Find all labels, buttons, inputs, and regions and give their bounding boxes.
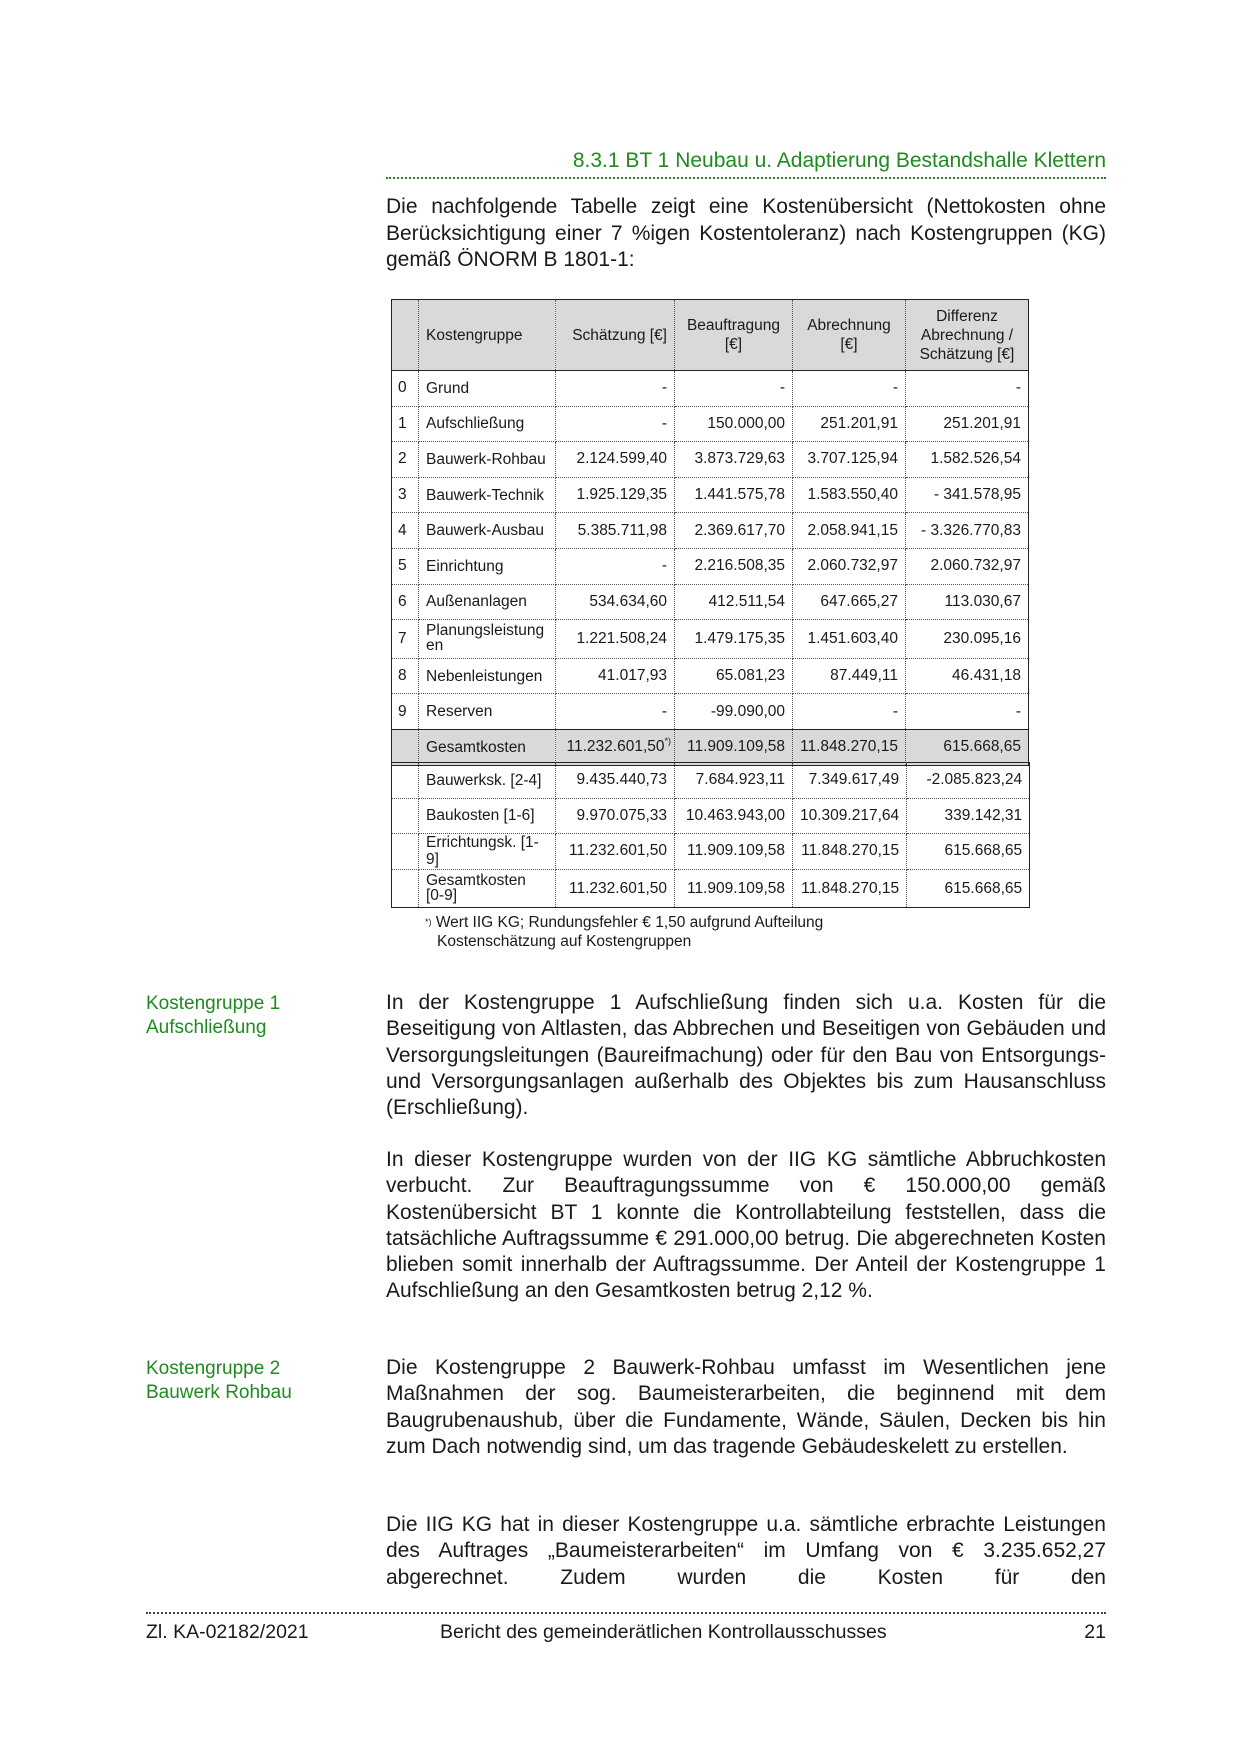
cell-beauftragung: 412.511,54 — [675, 584, 793, 620]
cell-differenz: 113.030,67 — [905, 584, 1028, 620]
cell-schaetzung — [556, 729, 675, 765]
header-beauftragung: Beauftragung [€] — [675, 300, 793, 371]
cell-schaetzung: - — [556, 371, 675, 407]
table-row — [392, 442, 1029, 478]
cell-abrechnung: 2.060.732,97 — [793, 548, 906, 584]
cell-abrechnung: 10.309.217,64 — [793, 798, 907, 834]
row-index — [392, 763, 419, 799]
row-label: Bauwerksk. [2-4] — [419, 763, 556, 799]
table-total-row — [392, 729, 1029, 765]
cell-schaetzung: 9.970.075,33 — [556, 798, 675, 834]
footnote-marker: *) — [664, 736, 671, 747]
footer-divider — [146, 1612, 1106, 1614]
table-row — [392, 513, 1029, 549]
row-index: 1 — [392, 406, 419, 442]
row-label: Einrichtung — [419, 548, 556, 584]
summary-table — [391, 762, 1030, 908]
page-number: 21 — [1084, 1621, 1106, 1643]
table-header-row — [392, 300, 1029, 371]
table-row — [392, 658, 1029, 694]
footnote-text-1: Wert IIG KG; Rundungsfehler € 1,50 aufgrund Aufteilung — [435, 914, 824, 931]
row-label: Errichtungsk. [1-9] — [419, 834, 556, 870]
paragraph-kg2-2: Die IIG KG hat in dieser Kostengruppe u.a. sämtliche erbrachte Leistungen des Auftrages „Baumeisterarbeiten“ im Umfang von € 3.235.652,27 abgerechnet. Zudem wurden die Kosten für den — [386, 1513, 1106, 1589]
row-index — [392, 798, 419, 834]
header-abrechnung: Abrechnung [€] — [793, 300, 906, 371]
cell-schaetzung: 2.124.599,40 — [556, 442, 675, 478]
paragraph-kg1-2: In dieser Kostengruppe wurden von der IIG KG sämtliche Abbruchkosten verbucht. Zur Beauftragungssumme von € 150.000,00 gemäß Kostenübersicht BT 1 konnte die Kontrollabteilung feststellen, dass die tatsächliche Auftragssumme € 291.000,00 betrug. Die abgerechneten Kosten blieben somit innerhalb der Auftragssumme. Der Anteil der Kostengruppe 1 Aufschließung an den Gesamtkosten betrug 2,12 %. — [386, 1148, 1106, 1303]
cell-beauftragung: 11.909.109,58 — [675, 869, 793, 908]
cell-differenz: - — [905, 371, 1028, 407]
cell-differenz: 1.582.526,54 — [905, 442, 1028, 478]
cell-beauftragung: - — [675, 371, 793, 407]
side-label-kg2 — [146, 1357, 366, 1404]
row-label: Planungsleistungen — [419, 620, 556, 659]
side-label-line: Kostengruppe 1 — [146, 993, 281, 1014]
cell-differenz: - 3.326.770,83 — [905, 513, 1028, 549]
cell-beauftragung: 10.463.943,00 — [675, 798, 793, 834]
row-index — [392, 729, 419, 765]
cell-differenz: - — [905, 694, 1028, 730]
table-row — [392, 477, 1029, 513]
row-index — [392, 869, 419, 908]
table-row — [392, 694, 1029, 730]
section-heading: 8.3.1 BT 1 Neubau u. Adaptierung Bestandshalle Klettern — [572, 149, 1106, 172]
row-label: Außenanlagen — [419, 584, 556, 620]
cell-abrechnung: 7.349.617,49 — [793, 763, 907, 799]
table-row — [392, 584, 1029, 620]
summary-row — [392, 798, 1030, 834]
cell-schaetzung: 9.435.440,73 — [556, 763, 675, 799]
heading-divider — [386, 177, 1106, 179]
row-index: 9 — [392, 694, 419, 730]
row-index: 8 — [392, 658, 419, 694]
intro-paragraph: Die nachfolgende Tabelle zeigt eine Kostenübersicht (Nettokosten ohne Berücksichtigung einer 7 %igen Kostentoleranz) nach Kostengruppen (KG) gemäß ÖNORM B 1801-1: — [386, 195, 1106, 271]
cell-beauftragung: 1.479.175,35 — [675, 620, 793, 659]
cell-abrechnung: - — [793, 694, 906, 730]
cell-beauftragung: 65.081,23 — [675, 658, 793, 694]
header-differenz: Differenz Abrechnung / Schätzung [€] — [905, 300, 1028, 371]
footnote-line-2: Kostenschätzung auf Kostengruppen — [437, 933, 692, 950]
row-index: 0 — [392, 371, 419, 407]
cell-differenz: 2.060.732,97 — [905, 548, 1028, 584]
row-label: Grund — [419, 371, 556, 407]
cell-beauftragung: 2.369.617,70 — [675, 513, 793, 549]
row-label: Gesamtkosten — [419, 729, 556, 765]
row-index: 4 — [392, 513, 419, 549]
row-index: 3 — [392, 477, 419, 513]
cell-schaetzung: - — [556, 406, 675, 442]
row-label: Reserven — [419, 694, 556, 730]
cell-abrechnung: - — [793, 371, 906, 407]
cell-abrechnung: 11.848.270,15 — [793, 834, 907, 870]
cell-differenz: 46.431,18 — [905, 658, 1028, 694]
row-index: 2 — [392, 442, 419, 478]
cell-schaetzung: 5.385.711,98 — [556, 513, 675, 549]
cell-abrechnung: 251.201,91 — [793, 406, 906, 442]
cell-differenz: 251.201,91 — [905, 406, 1028, 442]
paragraph-kg2-1: Die Kostengruppe 2 Bauwerk-Rohbau umfasst im Wesentlichen jene Maßnahmen der sog. Baumeisterarbeiten, die beginnend mit dem Baugrubenaushub, über die Fundamente, Wände, Säulen, Decken bis hin zum Dach notwendig sind, um das tragende Gebäudeskelett zu erstellen. — [386, 1356, 1106, 1458]
cell-abrechnung: 11.848.270,15 — [793, 869, 907, 908]
cell-abrechnung: 3.707.125,94 — [793, 442, 906, 478]
table-row — [392, 548, 1029, 584]
total-schaetzung-value: 11.232.601,50 — [566, 738, 665, 756]
row-index: 6 — [392, 584, 419, 620]
cell-abrechnung: 1.583.550,40 — [793, 477, 906, 513]
cell-differenz: - 341.578,95 — [905, 477, 1028, 513]
cell-differenz: 615.668,65 — [905, 729, 1028, 765]
summary-row — [392, 834, 1030, 870]
paragraph-kg1-1: In der Kostengruppe 1 Aufschließung finden sich u.a. Kosten für die Beseitigung von Altlasten, das Abbrechen und Beseitigen von Gebäuden und Versorgungsleitungen (Baureifmachung) oder für den Bau von Entsorgungs- und Versorgungsanlagen außerhalb des Objektes bis zum Hausanschluss (Erschließung). — [386, 991, 1106, 1120]
cell-beauftragung: 150.000,00 — [675, 406, 793, 442]
cell-abrechnung: 11.848.270,15 — [793, 729, 906, 765]
cell-schaetzung: 1.925.129,35 — [556, 477, 675, 513]
cell-beauftragung: 11.909.109,58 — [675, 729, 793, 765]
header-kostengruppe: Kostengruppe — [419, 300, 556, 371]
side-label-line: Kostengruppe 2 — [146, 1358, 281, 1379]
cell-differenz: 230.095,16 — [905, 620, 1028, 659]
summary-row — [392, 869, 1030, 908]
table-row — [392, 371, 1029, 407]
cell-schaetzung: 11.232.601,50 — [556, 869, 675, 908]
row-label: Baukosten [1-6] — [419, 798, 556, 834]
cell-beauftragung: 1.441.575,78 — [675, 477, 793, 513]
cell-schaetzung: - — [556, 548, 675, 584]
cell-beauftragung: 11.909.109,58 — [675, 834, 793, 870]
footnote-line-1 — [425, 913, 925, 932]
footnote-mark: *) — [425, 917, 432, 927]
cost-table — [391, 299, 1029, 766]
cell-abrechnung: 1.451.603,40 — [793, 620, 906, 659]
row-label: Bauwerk-Technik — [419, 477, 556, 513]
footer-reference: Zl. KA-02182/2021 — [146, 1621, 309, 1643]
cell-beauftragung: 3.873.729,63 — [675, 442, 793, 478]
cell-schaetzung: 41.017,93 — [556, 658, 675, 694]
cell-abrechnung: 2.058.941,15 — [793, 513, 906, 549]
table-row — [392, 406, 1029, 442]
side-label-line: Bauwerk Rohbau — [146, 1381, 292, 1403]
cell-differenz: 615.668,65 — [907, 869, 1030, 908]
cell-beauftragung: 7.684.923,11 — [675, 763, 793, 799]
row-label: Nebenleistungen — [419, 658, 556, 694]
side-label-kg1 — [146, 992, 366, 1039]
row-label: Gesamtkosten [0-9] — [419, 869, 556, 908]
cell-abrechnung: 87.449,11 — [793, 658, 906, 694]
cell-schaetzung: 1.221.508,24 — [556, 620, 675, 659]
footer-title: Bericht des gemeinderätlichen Kontrollausschusses — [440, 1621, 887, 1643]
row-index — [392, 834, 419, 870]
row-label: Bauwerk-Ausbau — [419, 513, 556, 549]
cell-beauftragung: -99.090,00 — [675, 694, 793, 730]
side-label-line: Aufschließung — [146, 1016, 267, 1038]
row-index: 5 — [392, 548, 419, 584]
row-label: Bauwerk-Rohbau — [419, 442, 556, 478]
cell-schaetzung: - — [556, 694, 675, 730]
cell-schaetzung: 534.634,60 — [556, 584, 675, 620]
cell-differenz: 615.668,65 — [907, 834, 1030, 870]
cell-beauftragung: 2.216.508,35 — [675, 548, 793, 584]
header-index — [392, 300, 419, 371]
row-label: Aufschließung — [419, 406, 556, 442]
cell-abrechnung: 647.665,27 — [793, 584, 906, 620]
table-row — [392, 620, 1029, 659]
cell-differenz: 339.142,31 — [907, 798, 1030, 834]
summary-row — [392, 763, 1030, 799]
cell-schaetzung: 11.232.601,50 — [556, 834, 675, 870]
cell-differenz: -2.085.823,24 — [907, 763, 1030, 799]
header-schaetzung: Schätzung [€] — [556, 300, 675, 371]
row-index: 7 — [392, 620, 419, 659]
table-footnote — [425, 913, 925, 951]
